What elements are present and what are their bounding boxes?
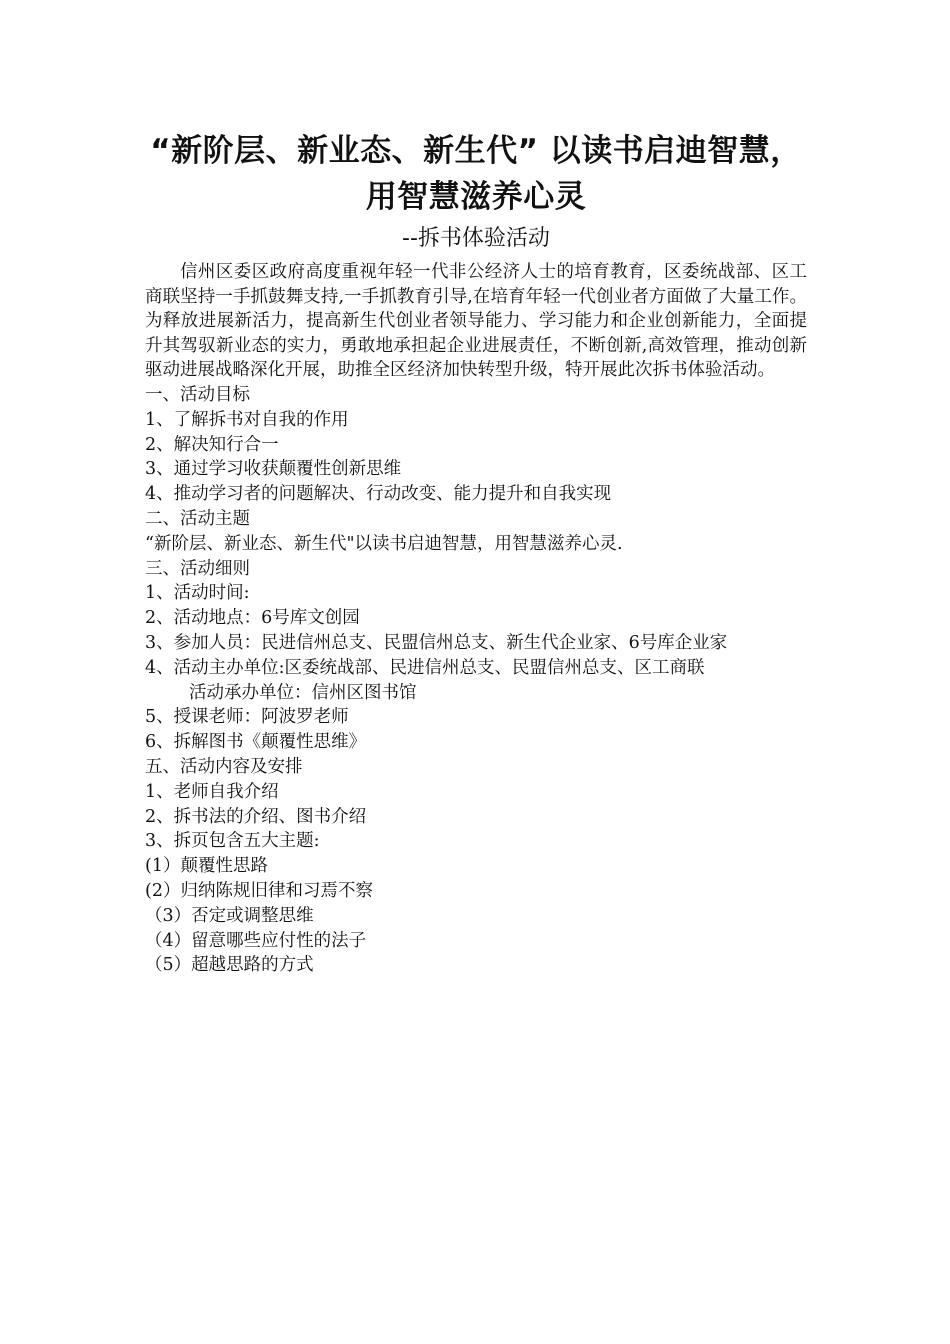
section-heading-content: 五、活动内容及安排 [145,756,303,777]
list-item: 3、拆页包含五大主题: [145,831,320,852]
list-item: 1、老师自我介绍 [145,781,279,802]
list-item: 1、活动时间: [145,583,250,604]
list-item: 1、了解拆书对自我的作用 [145,409,349,430]
document-title: “新阶层、新业态、新生代” 以读书启迪智慧，用智慧滋养心灵 [150,133,802,215]
list-item: 3、参加人员：民进信州总支、民盟信州总支、新生代企业家、6号库企业家 [145,632,728,653]
document-subtitle: --拆书体验活动 [402,226,550,251]
sub-list-item: （5）超越思路的方式 [145,955,314,976]
list-item: 5、授课老师：阿波罗老师 [145,707,349,728]
list-item: 2、拆书法的介绍、图书介绍 [145,806,367,827]
list-item: 4、活动主办单位:区委统战部、民进信州总支、民盟信州总支、区工商联 [145,657,705,678]
theme-text: “新阶层、新业态、新生代"以读书启迪智慧，用智慧滋养心灵. [145,533,623,554]
list-item: 2、活动地点：6号库文创园 [145,608,360,629]
list-item: 2、解决知行合一 [145,434,279,455]
sub-list-item: (2）归纳陈规旧律和习焉不察 [145,880,373,901]
list-item: 活动承办单位：信州区图书馆 [189,682,417,703]
sub-list-item: (1）颠覆性思路 [145,856,268,877]
intro-paragraph: 信州区委区政府高度重视年轻一代非公经济人士的培育教育，区委统战部、区工商联坚持一手抓鼓舞支持,一手抓教育引导,在培育年轻一代创业者方面做了大量工作。为释放进展新活力，提高新生代创业者领导能力、学习能力和企业创新能力，全面提升其驾驭新业态的实力，勇敢地承担起企业进展责任，不断创新,高效管理，推动创新驱动进展战略深化开展，助推全区经济加快转型升级，特开展此次拆书体验活动。 [145,262,807,381]
section-heading-theme: 二、活动主题 [145,508,250,529]
document-body [145,128,807,978]
list-item: 3、通过学习收获颠覆性创新思维 [145,459,402,480]
sub-list-item: （3）否定或调整思维 [145,905,314,926]
section-heading-rules: 三、活动细则 [145,558,250,579]
sub-list-item: （4）留意哪些应付性的法子 [145,930,367,951]
section-heading-goals: 一、活动目标 [145,384,250,405]
list-item: 4、推动学习者的问题解决、行动改变、能力提升和自我实现 [145,484,612,505]
list-item: 6、拆解图书《颠覆性思维》 [145,732,367,753]
